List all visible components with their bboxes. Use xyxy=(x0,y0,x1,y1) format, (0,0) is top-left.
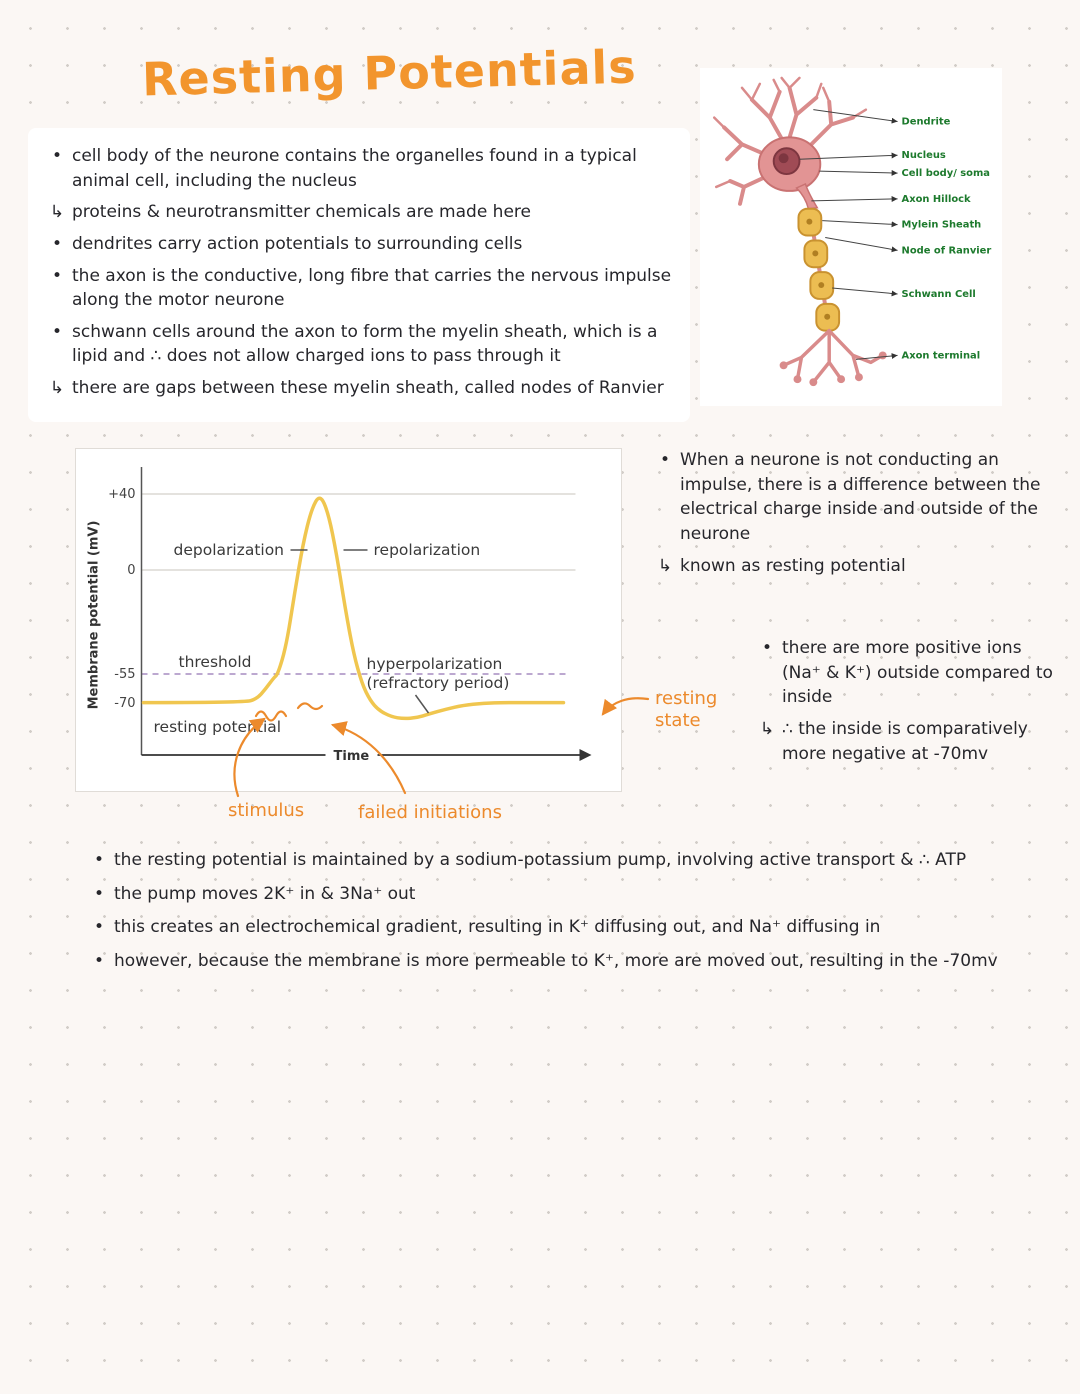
note-text: known as resting potential xyxy=(680,555,906,576)
note-item xyxy=(84,848,1054,873)
bullet-marker: • xyxy=(659,450,671,470)
note-item xyxy=(42,320,672,369)
note-item xyxy=(752,717,1064,766)
note-text: ∴ the inside is comparatively more negative at -70mv xyxy=(782,718,1028,764)
ytick-zero: 0 xyxy=(127,563,136,578)
note-text: there are more positive ions (Na⁺ & K⁺) outside compared to inside xyxy=(782,638,1053,708)
arrow-marker: ↳ xyxy=(759,718,775,739)
membrane-potential-chart xyxy=(82,455,615,785)
note-item xyxy=(752,636,1064,710)
bullet-marker: • xyxy=(93,850,105,870)
label-depolarization: depolarization xyxy=(173,541,285,559)
arrow-marker: ↳ xyxy=(49,378,65,399)
note-item xyxy=(42,200,672,225)
note-item xyxy=(650,554,1052,579)
label-myelin-sheath: Mylein Sheath xyxy=(901,219,982,231)
resting-state-note: resting state xyxy=(655,688,718,731)
axon-terminal-branches xyxy=(784,331,883,383)
label-schwann-cell: Schwann Cell xyxy=(901,288,976,300)
bullet-marker: • xyxy=(93,883,105,904)
neuron-diagram xyxy=(702,70,1000,402)
top-notes-panel xyxy=(28,128,690,422)
note-text: this creates an electrochemical gradient, resulting in K⁺ diffusing out, and Na⁺ diffusing in xyxy=(114,917,881,938)
label-nucleus: Nucleus xyxy=(901,150,946,162)
bullet-marker: • xyxy=(93,917,105,938)
neuron-labels xyxy=(902,117,992,362)
note-text: the resting potential is maintained by a sodium-potassium pump, involving active transport & ∴ ATP xyxy=(114,850,967,870)
x-axis-label: Time xyxy=(333,749,370,764)
note-text: there are gaps between these myelin sheath, called nodes of Ranvier xyxy=(72,378,664,399)
ytick-plus40: +40 xyxy=(108,487,136,502)
right-notes-block-2 xyxy=(752,636,1064,773)
time-arrowhead xyxy=(580,749,592,761)
axon-hillock xyxy=(796,184,817,209)
label-cell-body: Cell body/ soma xyxy=(901,168,990,180)
note-item xyxy=(42,376,672,401)
note-item xyxy=(42,264,672,313)
note-text: proteins & neurotransmitter chemicals are made here xyxy=(72,202,531,223)
note-text: the axon is the conductive, long fibre that carries the nervous impulse along the motor neurone xyxy=(72,265,672,311)
label-resting-potential: resting potential xyxy=(153,718,282,736)
bullet-marker: • xyxy=(51,233,63,254)
right-notes-block-1 xyxy=(650,448,1052,585)
note-text: however, because the membrane is more permeable to K⁺, more are moved out, resulting in the -70mv xyxy=(114,950,998,971)
note-item xyxy=(84,915,1054,940)
label-node-ranvier: Node of Ranvier xyxy=(901,245,992,257)
stimulus-note: stimulus xyxy=(228,800,305,821)
bullet-marker: • xyxy=(93,950,105,971)
membrane-potential-chart-panel xyxy=(75,448,622,792)
ytick-minus55: -55 xyxy=(114,667,136,682)
ytick-minus70: -70 xyxy=(114,696,136,711)
note-item xyxy=(42,232,672,257)
note-text: cell body of the neurone contains the organelles found in a typical animal cell, including the nucleus xyxy=(72,146,637,191)
failed-initiations-note: failed initiations xyxy=(358,802,502,823)
arrow-marker: ↳ xyxy=(657,555,673,576)
label-hyperpolarization: hyperpolarization xyxy=(366,655,503,673)
bullet-marker: • xyxy=(51,321,63,342)
note-text: When a neurone is not conducting an impulse, there is a difference between the electrical charge inside and outside of the neurone xyxy=(680,450,1041,544)
bullet-marker: • xyxy=(51,146,63,166)
label-repolarization: repolarization xyxy=(373,541,481,559)
label-refractory-period: (refractory period) xyxy=(366,674,510,692)
neuron-diagram-panel xyxy=(700,68,1002,406)
note-item xyxy=(650,448,1052,547)
nucleolus xyxy=(779,153,789,163)
bottom-notes-block xyxy=(84,848,1054,983)
note-item xyxy=(42,144,672,193)
page-title: Resting Potentials xyxy=(141,39,638,107)
label-axon-terminal: Axon terminal xyxy=(901,350,981,362)
label-axon-hillock: Axon Hillock xyxy=(901,193,971,205)
label-dendrite: Dendrite xyxy=(901,116,951,128)
arrow-marker: ↳ xyxy=(49,202,65,223)
y-axis-label: Membrane potential (mV) xyxy=(86,520,102,710)
bullet-marker: • xyxy=(51,265,63,286)
note-text: the pump moves 2K⁺ in & 3Na⁺ out xyxy=(114,883,416,904)
label-threshold: threshold xyxy=(178,653,252,671)
bullet-marker: • xyxy=(761,638,773,658)
note-item xyxy=(84,949,1054,974)
note-item xyxy=(84,882,1054,907)
note-text: schwann cells around the axon to form the myelin sheath, which is a lipid and ∴ does not allow charged ions to pass through it xyxy=(72,321,658,367)
note-text: dendrites carry action potentials to surrounding cells xyxy=(72,233,523,254)
hyperpolarization-connector xyxy=(416,695,429,713)
